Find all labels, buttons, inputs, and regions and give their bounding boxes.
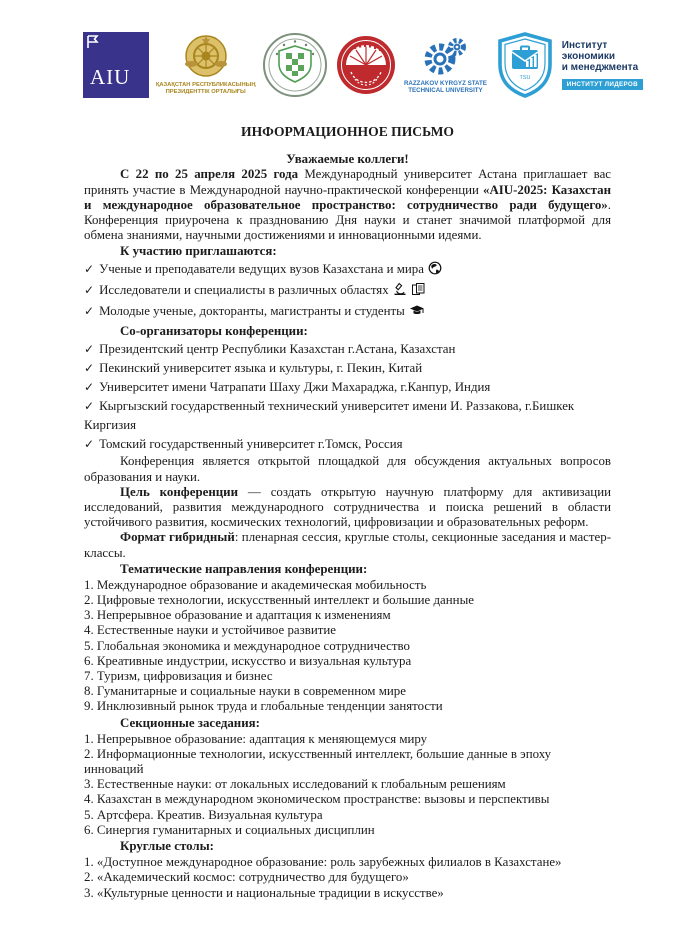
round-table-item: 1. «Доступное международное образование: роль зарубежных филиалов в Казахстане» <box>84 855 562 870</box>
topic-item: 7. Туризм, цифровизация и бизнес <box>84 669 273 684</box>
organizer-item <box>84 378 611 397</box>
section-item: 2. Информационные технологии, искусственный интеллект, большие данные в эпоху инноваций <box>84 746 552 777</box>
globe-icon <box>428 261 442 281</box>
section-item: 6. Синергия гуманитарных и социальных дисциплин <box>84 822 375 837</box>
participant-item <box>84 302 611 323</box>
books-icon <box>411 282 426 302</box>
topic-item: 4. Естественные науки и устойчивое развитие <box>84 623 336 638</box>
aiu-logo-label: AIU <box>90 65 131 89</box>
round-table-item: 2. «Академический космос: сотрудничество для будущего» <box>84 870 409 885</box>
organizer-text: Пекинский университет языка и культуры, г. Пекин, Китай <box>99 361 423 376</box>
participant-item <box>84 281 611 302</box>
checkmark-icon: ✓ <box>84 437 95 452</box>
topic-item: 1. Международное образование и академическая мобильность <box>84 577 427 592</box>
graduation-cap-icon <box>409 304 425 323</box>
checkmark-icon: ✓ <box>84 380 95 395</box>
participants-heading: К участию приглашаются: <box>120 244 277 259</box>
section-item: 1. Непрерывное образование: адаптация к меняющемуся миру <box>84 731 428 746</box>
checkmark-icon: ✓ <box>84 342 95 357</box>
presidential-center-line2: ПРЕЗИДЕНТТІК ОРТАЛЫҒЫ <box>165 89 246 95</box>
tsu-name-line3: и менеджмента <box>561 61 639 73</box>
razzakov-line2: TECHNICAL UNIVERSITY <box>408 87 483 94</box>
sections-heading: Секционные заседания: <box>120 715 260 730</box>
intro-text1: Международный университет Астана приглашает вас принять участие в Международной научно-практической конференции <box>84 167 612 197</box>
greeting: Уважаемые коллеги! <box>286 152 409 167</box>
topic-item: 2. Цифровые технологии, искусственный интеллект и большие данные <box>84 593 474 608</box>
organizer-text: Университет имени Чатрапати Шаху Джи Махараджа, г.Канпур, Индия <box>99 380 491 395</box>
participant-text: Молодые ученые, докторанты, магистранты и студенты <box>99 304 405 319</box>
tsu-shield-label: TSU <box>519 75 531 81</box>
aiu-logo-square <box>83 32 149 98</box>
organizer-item <box>84 397 611 435</box>
section-item: 3. Естественные науки: от локальных исследований к глобальным решениям <box>84 777 506 792</box>
organizer-text: Президентский центр Республики Казахстан г.Астана, Казахстан <box>99 342 456 357</box>
letter-body <box>84 124 611 901</box>
goal-paragraph <box>84 485 611 531</box>
organizer-text: Томский государственный университет г.Томск, Россия <box>99 437 403 452</box>
section-item: 5. Артсфера. Креатив. Визуальная культура <box>84 807 323 822</box>
kazakhstan-emblem-icon <box>183 34 229 80</box>
presidential-center-line1: ҚАЗАҚСТАН РЕСПУБЛИКАСЫНЫҢ <box>155 82 256 88</box>
blcu-seal-logo <box>262 32 328 98</box>
intro-text2: . Конференция приурочена к празднованию Дня науки и станет значимой платформой для обмена знаниями, научными достижениями и инновационными идеями. <box>84 197 611 243</box>
tsu-shield-icon <box>494 31 556 99</box>
participant-text: Ученые и преподаватели ведущих вузов Казахстана и мира <box>99 262 424 277</box>
topic-item: 6. Креативные индустрии, искусство и визуальная культура <box>84 653 412 668</box>
goal-lead: Цель конференции <box>120 484 239 499</box>
presidential-center-label <box>156 82 256 96</box>
checkmark-icon: ✓ <box>84 361 95 376</box>
blcu-seal-icon <box>262 32 328 98</box>
tsu-institute-text <box>562 40 643 91</box>
aiu-logo <box>83 32 149 98</box>
tsu-institute-logo <box>494 31 643 99</box>
organizer-text: Кыргызский государственный технический университет имени И. Раззакова, г.Бишкек Киргизия <box>84 399 575 433</box>
tsu-name-line1: Институт <box>561 39 608 51</box>
intro-paragraph <box>84 167 611 243</box>
topic-item: 5. Глобальная экономика и международное сотрудничество <box>84 638 410 653</box>
round-tables-heading: Круглые столы: <box>120 839 214 854</box>
tsu-leaders-badge: ИНСТИТУТ ЛИДЕРОВ <box>562 79 643 90</box>
razzakov-label <box>404 80 487 94</box>
aiu-flag-icon <box>86 35 100 49</box>
presidential-center-logo <box>156 34 256 96</box>
conference-name: «AIU-2025: Казахстан и международное образовательное пространство: сотрудничество ради будущего» <box>84 182 611 212</box>
csjm-university-logo <box>335 34 397 96</box>
round-table-item: 3. «Культурные ценности и национальные традиции в искусстве» <box>84 885 444 900</box>
checkmark-icon: ✓ <box>84 304 95 319</box>
topic-item: 9. Инклюзивный рынок труда и глобальные тенденции занятости <box>84 699 443 714</box>
participant-item <box>84 260 611 281</box>
goal-text: — создать открытую научную платформу для активизации исследований, развития международного сотрудничества и поиска решений в области устойчивого развития, космических технологий, цифровизации и образовательных реформ. <box>84 484 611 530</box>
gears-icon <box>420 36 470 78</box>
university-logos <box>83 28 643 102</box>
format-lead: Формат гибридный <box>120 530 235 545</box>
topics-heading: Тематические направления конференции: <box>120 561 368 576</box>
organizers-heading: Со-организаторы конференции: <box>120 324 308 339</box>
razzakov-line1: RAZZAKOV KYRGYZ STATE <box>403 80 487 87</box>
section-item: 4. Казахстан в международном экономическом пространстве: вызовы и перспективы <box>84 792 550 807</box>
format-text: : пленарная сессия, круглые столы, секционные заседания и мастер-классы. <box>84 530 611 560</box>
microscope-icon <box>393 282 407 302</box>
checkmark-icon: ✓ <box>84 399 95 414</box>
topic-item: 3. Непрерывное образование и адаптация к изменениям <box>84 608 391 623</box>
checkmark-icon: ✓ <box>84 262 95 277</box>
organizer-item <box>84 359 611 378</box>
document-title: ИНФОРМАЦИОННОЕ ПИСЬМО <box>241 124 454 139</box>
topic-item: 8. Гуманитарные и социальные науки в современном мире <box>84 684 406 699</box>
csjm-seal-icon <box>335 34 397 96</box>
format-paragraph <box>84 530 611 560</box>
intro-dates: С 22 по 25 апреля 2025 года <box>120 167 299 182</box>
checkmark-icon: ✓ <box>84 283 95 298</box>
participant-text: Исследователи и специалисты в различных областях <box>99 283 389 298</box>
razzakov-university-logo <box>404 36 487 94</box>
organizer-item <box>84 435 611 454</box>
platform-paragraph: Конференция является открытой площадкой для обсуждения актуальных вопросов образования и науки. <box>84 454 611 484</box>
organizer-item <box>84 340 611 359</box>
tsu-name-line2: экономики <box>561 50 615 62</box>
